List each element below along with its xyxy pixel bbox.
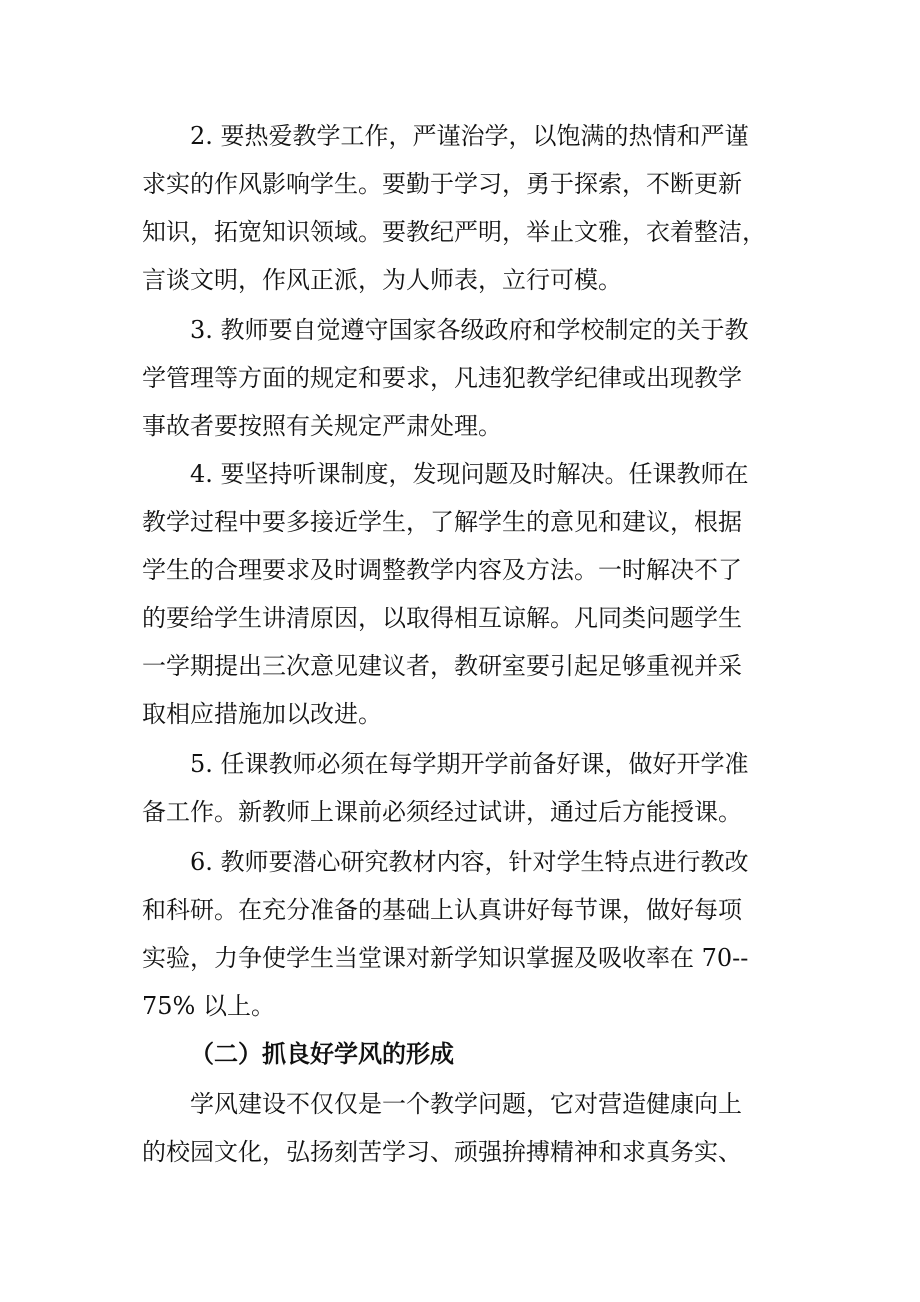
text-line: 知识，拓宽知识领域。要教纪严明，举止文雅，衣着整洁， xyxy=(142,218,766,246)
section-heading: （二）抓良好学风的形成 xyxy=(190,1040,454,1068)
text-line: 言谈文明，作风正派，为人师表，立行可模。 xyxy=(142,266,622,294)
text-line: 的校园文化，弘扬刻苦学习、顽强拚搏精神和求真务实、 xyxy=(142,1138,742,1166)
text-line: 5. 任课教师必须在每学期开学前备好课，做好开学准 xyxy=(190,750,749,778)
text-line: 实验，力争使学生当堂课对新学知识掌握及吸收率在 70-- xyxy=(142,944,749,972)
text-line: 4. 要坚持听课制度，发现问题及时解决。任课教师在 xyxy=(190,460,749,488)
text-line: 2. 要热爱教学工作，严谨治学，以饱满的热情和严谨 xyxy=(190,122,749,150)
text-line: 事故者要按照有关规定严肃处理。 xyxy=(142,412,502,440)
text-line: 一学期提出三次意见建议者，教研室要引起足够重视并采 xyxy=(142,652,742,680)
text-line: 备工作。新教师上课前必须经过试讲，通过后方能授课。 xyxy=(142,798,742,826)
text-line: 6. 教师要潜心研究教材内容，针对学生特点进行教改 xyxy=(190,848,749,876)
text-line: 和科研。在充分准备的基础上认真讲好每节课，做好每项 xyxy=(142,896,742,924)
text-line: 的要给学生讲清原因，以取得相互谅解。凡同类问题学生 xyxy=(142,604,742,632)
text-line: 求实的作风影响学生。要勤于学习，勇于探索，不断更新 xyxy=(142,170,742,198)
text-line: 教学过程中要多接近学生，了解学生的意见和建议，根据 xyxy=(142,508,742,536)
text-line: 学风建设不仅仅是一个教学问题，它对营造健康向上 xyxy=(190,1090,742,1118)
text-line: 学管理等方面的规定和要求，凡违犯教学纪律或出现教学 xyxy=(142,364,742,392)
text-line: 3. 教师要自觉遵守国家各级政府和学校制定的关于教 xyxy=(190,316,749,344)
text-line: 取相应措施加以改进。 xyxy=(142,700,382,728)
text-line: 75% 以上。 xyxy=(142,992,275,1020)
text-line: 学生的合理要求及时调整教学内容及方法。一时解决不了 xyxy=(142,556,742,584)
